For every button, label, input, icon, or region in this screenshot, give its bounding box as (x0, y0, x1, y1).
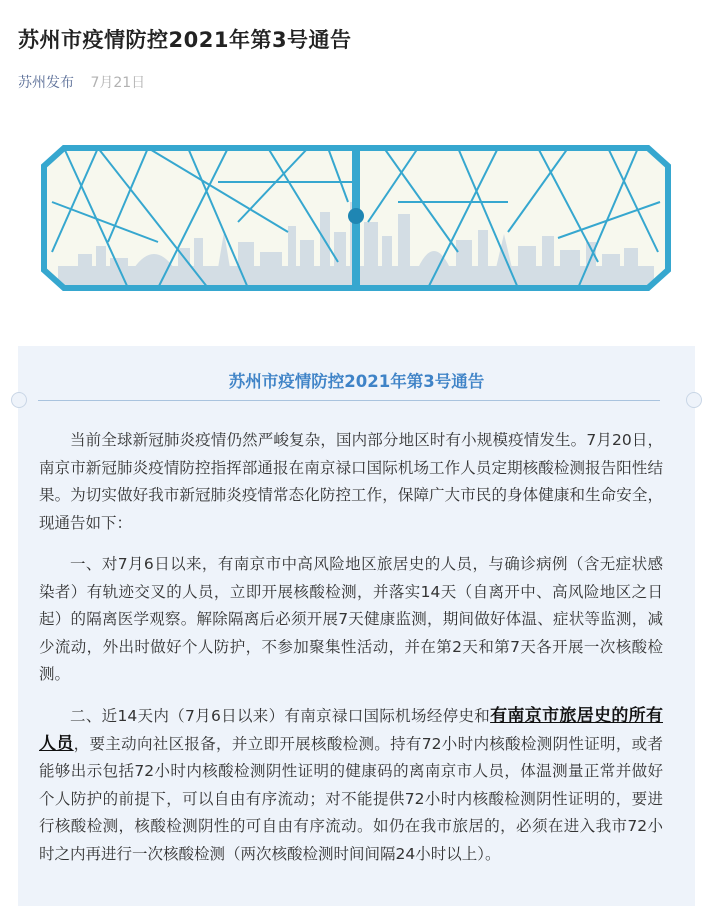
publish-date: 7月21日 (90, 75, 146, 91)
article-title: 苏州市疫情防控2021年第3号通告 (18, 28, 352, 52)
item-two-emphasis: 有南京市旅居史的所有人员 (39, 706, 663, 754)
notice-heading: 苏州市疫情防控2021年第3号通告 (228, 372, 485, 391)
article-meta (18, 72, 145, 92)
panel-decoration-left (11, 392, 27, 408)
heading-divider (38, 400, 660, 401)
item-one-paragraph: 一、对7月6日以来，有南京市中高风险地区旅居史的人员，与确诊病例（含无症状感染者）有轨迹交叉的人员，立即开展核酸检测，并落实14天（自离开中、高风险地区之日起）的隔离医学观察。解除隔离后必须开展7天健康监测，期间做好体温、症状等监测，减少流动，外出时做好个人防护，不参加聚集性活动，并在第2天和第7天各开展一次核酸检测。 (39, 555, 663, 683)
item-two-text-end: ，要主动向社区报备，并立即开展核酸检测。持有72小时内核酸检测阴性证明，或者能够出示包括72小时内核酸检测阴性证明的健康码的离南京市人员，体温测量正常并做好个人防护的前提下，可以自由有序流动；对不能提供72小时内核酸检测阴性证明的，要进行核酸检测，核酸检测阴性的可自由有序流动。如仍在我市旅居的，必须在进入我市72小时之内再进行一次核酸检测（两次核酸检测时间间隔24小时以上）。 (39, 734, 664, 863)
intro-paragraph: 当前全球新冠肺炎疫情仍然严峻复杂，国内部分地区时有小规模疫情发生。7月20日，南京市新冠肺炎疫情防控指挥部通报在南京禄口国际机场工作人员定期核酸检测报告阳性结果。为切实做好我市新冠肺炎疫情常态化防控工作，保障广大市民的身体健康和生命安全，现通告如下： (39, 431, 663, 532)
account-name-link[interactable]: 苏州发布 (18, 75, 74, 91)
panel-decoration-right (686, 392, 702, 408)
banner-image (38, 142, 674, 294)
notice-panel (18, 346, 695, 906)
item-two-paragraph (39, 703, 663, 868)
item-two-text-start: 二、近14天内（7月6日以来）有南京禄口国际机场经停史和 (70, 707, 491, 725)
